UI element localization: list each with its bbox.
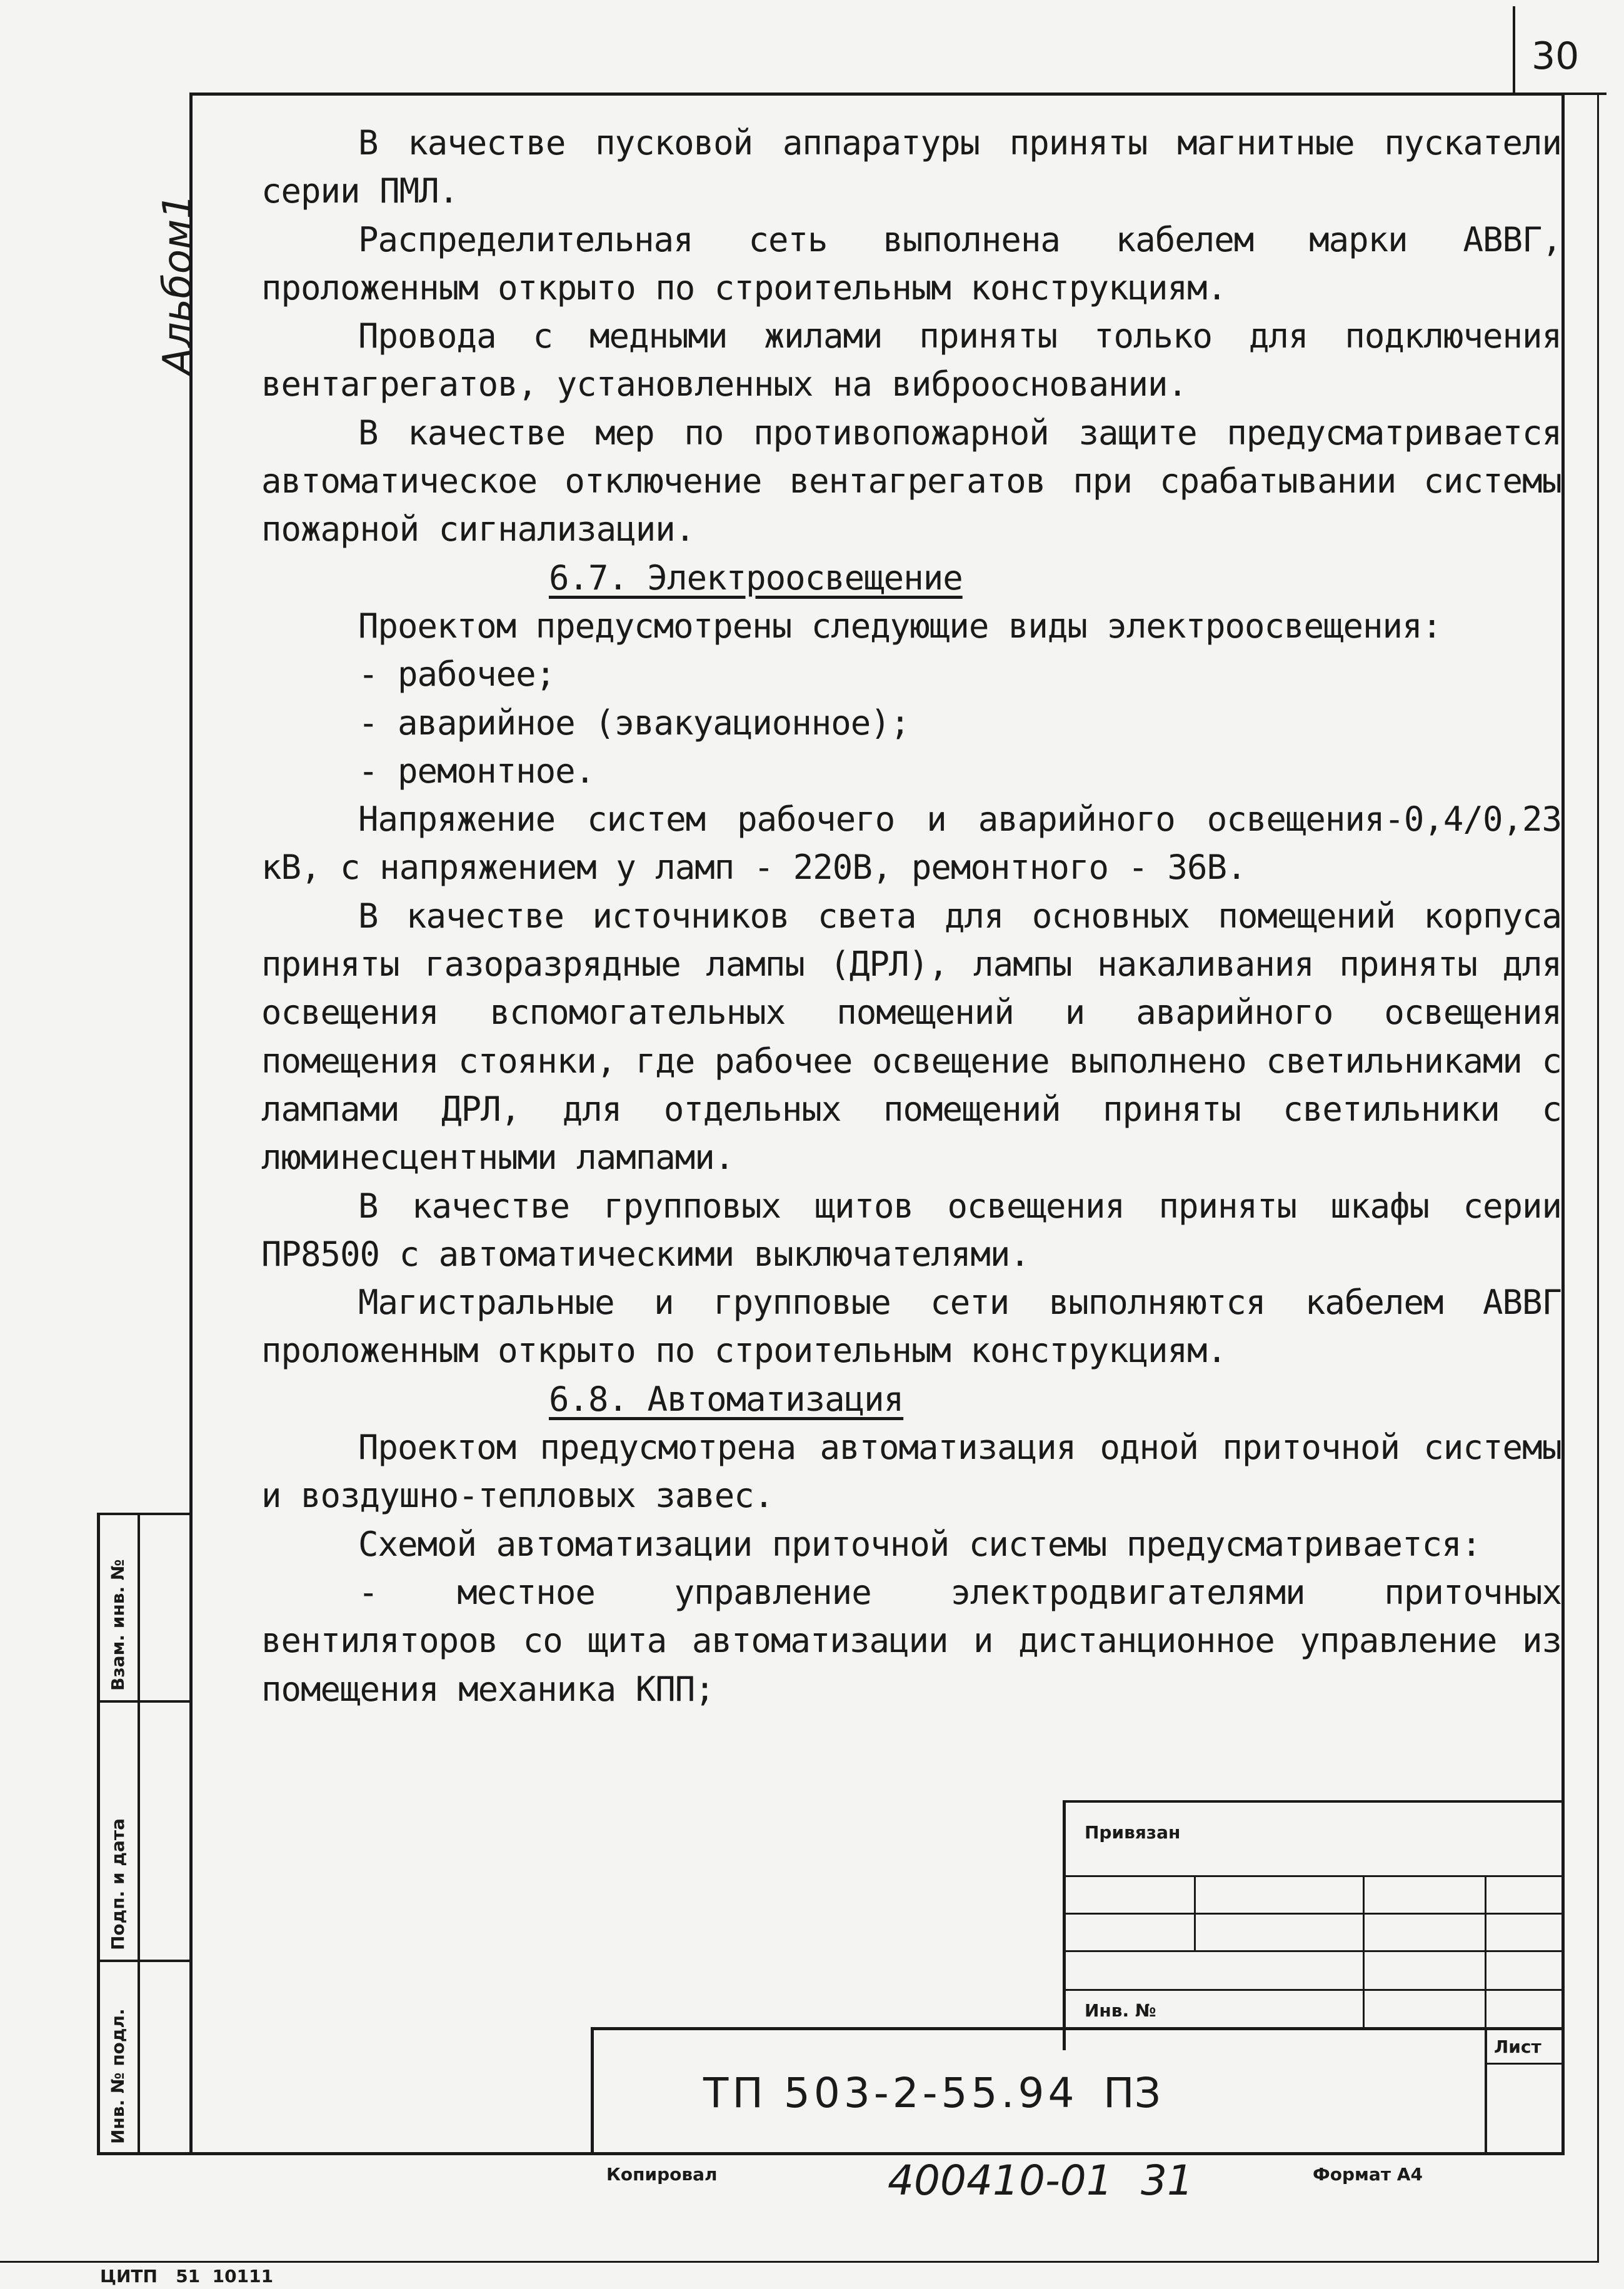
tb-list: Лист — [1494, 2036, 1541, 2057]
side-podp-data: Подп. и дата — [108, 1818, 128, 1950]
sheet-border-bottom — [0, 2261, 1599, 2263]
paragraph: В качестве источников света для основных помещений корпуса приняты газоразрядные лампы (ДРЛ), лампы накаливания приняты для освещения вспомогательных помещений и аварийного освещения помещения стоянки, где рабочее освещение выполнено светильниками с лампами ДРЛ, для отдельных помещений приняты светильники с люминесцентными лампами. — [261, 896, 1561, 1178]
tb-col3 — [1485, 1875, 1486, 2028]
tb-row4 — [1063, 1989, 1563, 1991]
album-label: Альбом1 — [155, 193, 201, 375]
tb-col2 — [1363, 1875, 1365, 2028]
tb-row1 — [1063, 1875, 1563, 1877]
side-stamp-sep2 — [97, 1960, 193, 1962]
section-heading: 6.7. Электроосвещение — [549, 558, 963, 598]
paragraph: Проектом предусмотрена автоматизация одной приточной системы и воздушно-тепловых завес. — [261, 1428, 1561, 1516]
document-body — [261, 119, 1561, 1713]
paragraph: - аварийное (эвакуационное); — [358, 703, 910, 743]
tb-upper-top — [1063, 1800, 1563, 1803]
tb-upper-left — [1063, 1800, 1066, 2050]
page-number-box-left — [1513, 6, 1515, 94]
tb-row3 — [1063, 1950, 1563, 1952]
tb-code: ТП 503-2-55.94 — [703, 2069, 1078, 2117]
side-inv-podl: Инв. № подл. — [108, 2008, 128, 2144]
paragraph: Магистральные и групповые сети выполняются кабелем АВВГ проложенным открыто по строительным конструкциям. — [261, 1283, 1561, 1371]
tb-privyazan: Привязан — [1085, 1822, 1181, 1843]
page-number: 30 — [1531, 34, 1580, 78]
side-stamp-outer — [97, 1513, 100, 2155]
side-stamp-sep1 — [97, 1700, 193, 1703]
paragraph: Провода с медными жилами приняты только для подключения вентагрегатов, установленных на виброосновании. — [261, 316, 1561, 404]
footer-format: Формат А4 — [1313, 2164, 1423, 2185]
footer-sheet-no: 31 — [1141, 2156, 1193, 2205]
paragraph: - рабочее; — [358, 654, 556, 694]
paragraph: В качестве пусковой аппаратуры приняты магнитные пускатели серии ПМЛ. — [261, 123, 1561, 211]
frame-bottom — [97, 2152, 1565, 2155]
paragraph: Распределительная сеть выполнена кабелем марки АВВГ, проложенным открыто по строительным конструкциям. — [261, 219, 1561, 308]
footer-printer: ЦИТП 51 10111 — [100, 2266, 274, 2286]
paragraph: В качестве групповых щитов освещения приняты шкафы серии ПР8500 с автоматическими выключателями. — [261, 1186, 1561, 1274]
side-stamp-top — [97, 1513, 193, 1515]
tb-row2 — [1063, 1913, 1563, 1915]
paragraph: - местное управление электродвигателями приточных вентиляторов со щита автоматизации и дистанционное управление из помещения механика КПП; — [261, 1572, 1561, 1709]
footer-archive-no: 400410-01 — [888, 2156, 1113, 2205]
tb-main-top — [591, 2027, 1563, 2030]
paragraph: - ремонтное. — [358, 751, 595, 791]
tb-doc: ПЗ — [1103, 2069, 1161, 2117]
tb-list-left — [1485, 2027, 1487, 2155]
frame-right — [1561, 93, 1565, 2155]
frame-top — [189, 93, 1565, 96]
tb-main-left — [591, 2027, 594, 2155]
side-vzam-inv: Взам. инв. № — [108, 1559, 128, 1691]
paragraph: Проектом предусмотрены следующие виды электроосвещения: — [358, 606, 1442, 646]
section-heading: 6.8. Автоматизация — [549, 1379, 904, 1419]
tb-col1 — [1194, 1875, 1196, 1951]
paragraph: В качестве мер по противопожарной защите предусматривается автоматическое отключение вентагрегатов при срабатывании системы пожарной сигнализации. — [261, 413, 1561, 549]
side-stamp-inner — [138, 1513, 140, 2155]
paragraph: Схемой автоматизации приточной системы предусматривается: — [358, 1524, 1481, 1564]
paragraph: Напряжение систем рабочего и аварийного освещения-0,4/0,23 кВ, с напряжением у ламп - 220В, ремонтного - 36В. — [261, 799, 1561, 888]
frame-left — [189, 93, 193, 2155]
tb-inv-no: Инв. № — [1085, 2000, 1156, 2021]
sheet-border-right — [1597, 93, 1599, 2261]
footer-kopiroval: Копировал — [606, 2164, 718, 2185]
tb-list-sep — [1485, 2063, 1563, 2065]
